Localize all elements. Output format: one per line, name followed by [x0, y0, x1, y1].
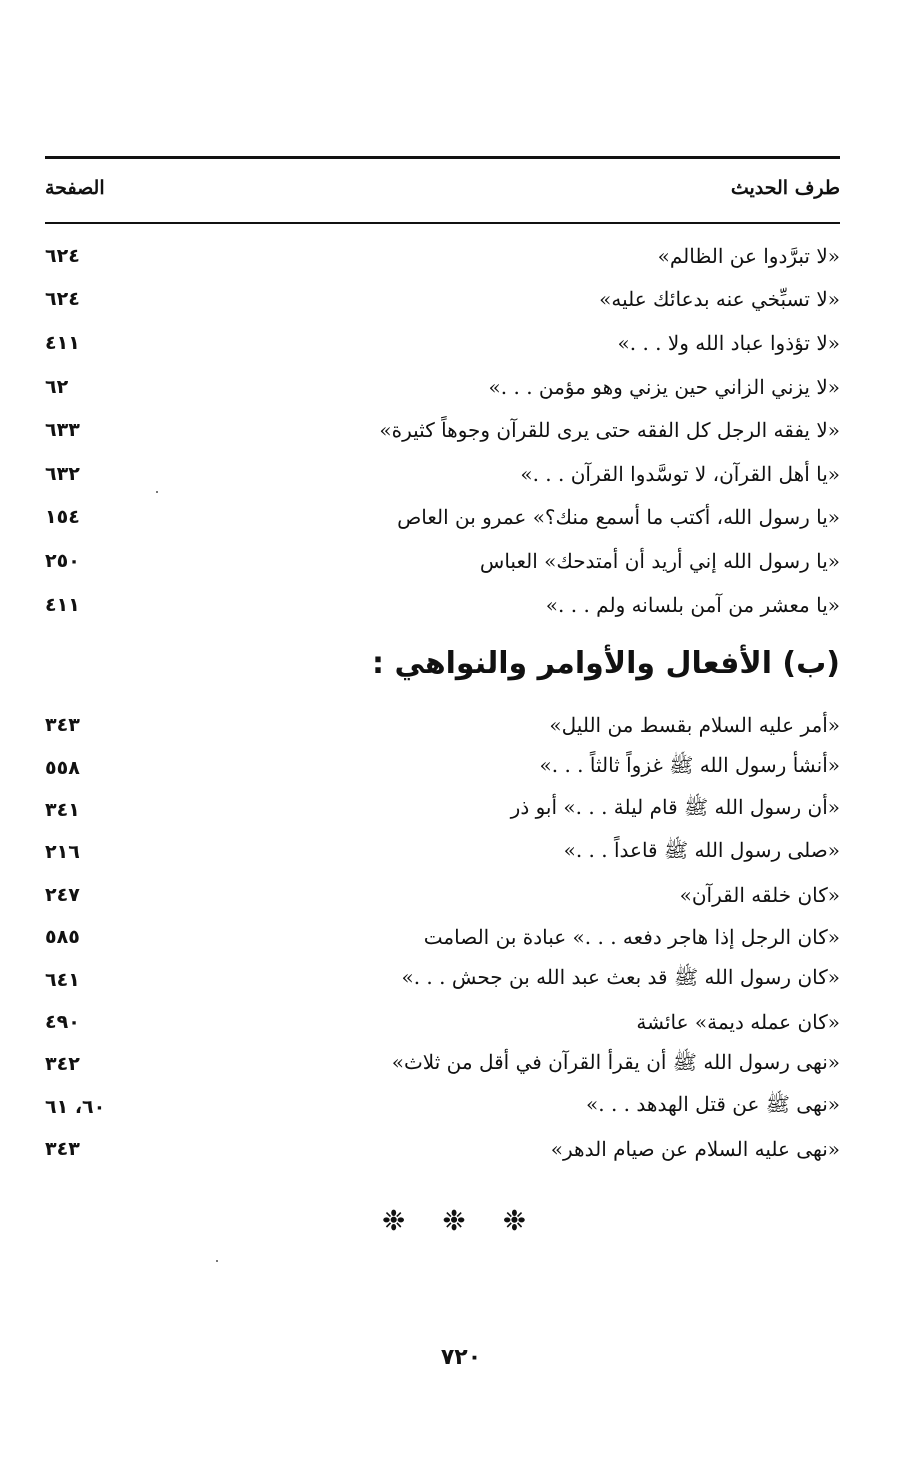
hadith-text: «يا رسول الله إني أريد أن أمتدحك» العباس [479, 548, 840, 573]
list-item [45, 958, 840, 1000]
page-ref: ٢٤٧ [45, 883, 80, 906]
print-speck [216, 1260, 218, 1262]
hadith-text: «نهى عليه السلام عن صيام الدهر» [550, 1137, 840, 1162]
top-rule [45, 156, 840, 159]
hadith-text: «لا تؤذوا عباد الله ولا . . .» [617, 330, 840, 355]
section-end-ornament: ❉ ❉ ❉ [381, 1204, 541, 1237]
page-ref: ٦٢ [45, 375, 69, 398]
hadith-text: «لا تبرَّدوا عن الظالم» [657, 243, 840, 268]
list-item [45, 1043, 840, 1085]
page-ref: ٣٤١ [45, 798, 80, 821]
list-item [45, 746, 840, 788]
section-heading: (ب) الأفعال والأوامر والنواهي : [372, 646, 840, 681]
list-item [45, 234, 840, 278]
page-ref: ٣٤٢ [45, 1053, 80, 1076]
list-item [45, 583, 840, 627]
list-item [45, 365, 840, 409]
page-ref: ٣٤٣ [45, 1138, 80, 1161]
page-ref: ٦٠، ٦١ [45, 1095, 106, 1118]
list-item [45, 916, 840, 958]
actions-list [45, 704, 840, 1170]
list-item [45, 321, 840, 365]
hadith-text: «صلى رسول الله ﷺ قاعداً . . .» [563, 837, 840, 862]
page-number: ٧٢٠ [440, 1345, 482, 1370]
page-ref: ٤١١ [45, 331, 80, 354]
page-ref: ٤١١ [45, 593, 80, 616]
hadith-text: «أمر عليه السلام بقسط من الليل» [549, 713, 840, 738]
hadith-text: «نهى رسول الله ﷺ أن يقرأ القرآن في أقل من ثلاث» [391, 1049, 840, 1074]
list-item [45, 704, 840, 746]
list-item [45, 539, 840, 583]
page-ref: ٥٥٨ [45, 756, 80, 779]
hadith-text: «لا تسبِّخي عنه بدعائك عليه» [599, 287, 840, 312]
hadith-text: «كان خلقه القرآن» [679, 882, 840, 907]
page-ref: ١٥٤ [45, 506, 80, 529]
page-ref: ٤٩٠ [45, 1010, 80, 1033]
list-item [45, 452, 840, 496]
page-ref: ٦٢٤ [45, 288, 80, 311]
list-item [45, 874, 840, 916]
hadith-text: «أنشأ رسول الله ﷺ غزواً ثالثاً . . .» [539, 753, 840, 778]
list-item [45, 1086, 840, 1128]
hadith-text: «أن رسول الله ﷺ قام ليلة . . .» أبو ذر [510, 795, 840, 820]
hadith-text: «لا يزني الزاني حين يزني وهو مؤمن . . .» [488, 374, 840, 399]
page-ref: ٦٤١ [45, 968, 80, 991]
list-item [45, 408, 840, 452]
page-ref: ٦٣٣ [45, 419, 80, 442]
list-item [45, 278, 840, 322]
page-ref: ٣٤٣ [45, 714, 80, 737]
list-item [45, 1128, 840, 1170]
hadith-text: «يا معشر من آمن بلسانه ولم . . .» [545, 592, 840, 617]
hadith-text: «لا يفقه الرجل كل الفقه حتى يرى للقرآن وجوهاً كثيرة» [379, 418, 840, 443]
list-item [45, 831, 840, 873]
header-rule [45, 222, 840, 224]
hadith-text: «كان الرجل إذا هاجر دفعه . . .» عبادة بن الصامت [423, 925, 840, 950]
hadith-text: «كان عمله ديمة» عائشة [636, 1009, 840, 1034]
sayings-list [45, 234, 840, 626]
hadith-column-header: طرف الحديث [730, 177, 840, 199]
page-ref: ٦٢٤ [45, 244, 80, 267]
list-item [45, 789, 840, 831]
page-ref: ٦٣٢ [45, 462, 80, 485]
page-ref: ٥٨٥ [45, 926, 80, 949]
list-item [45, 1001, 840, 1043]
print-speck [156, 491, 158, 493]
hadith-text: «يا أهل القرآن، لا توسَّدوا القرآن . . .» [520, 461, 840, 486]
hadith-text: «نهى ﷺ عن قتل الهدهد . . .» [586, 1092, 840, 1117]
page-ref: ٢٥٠ [45, 549, 80, 572]
hadith-text: «كان رسول الله ﷺ قد بعث عبد الله بن جحش . . .» [401, 965, 840, 990]
page-column-header: الصفحة [45, 177, 105, 199]
hadith-text: «يا رسول الله، أكتب ما أسمع منك؟» عمرو بن العاص [397, 505, 840, 530]
table-header [45, 168, 840, 208]
list-item [45, 496, 840, 540]
page-ref: ٢١٦ [45, 841, 80, 864]
